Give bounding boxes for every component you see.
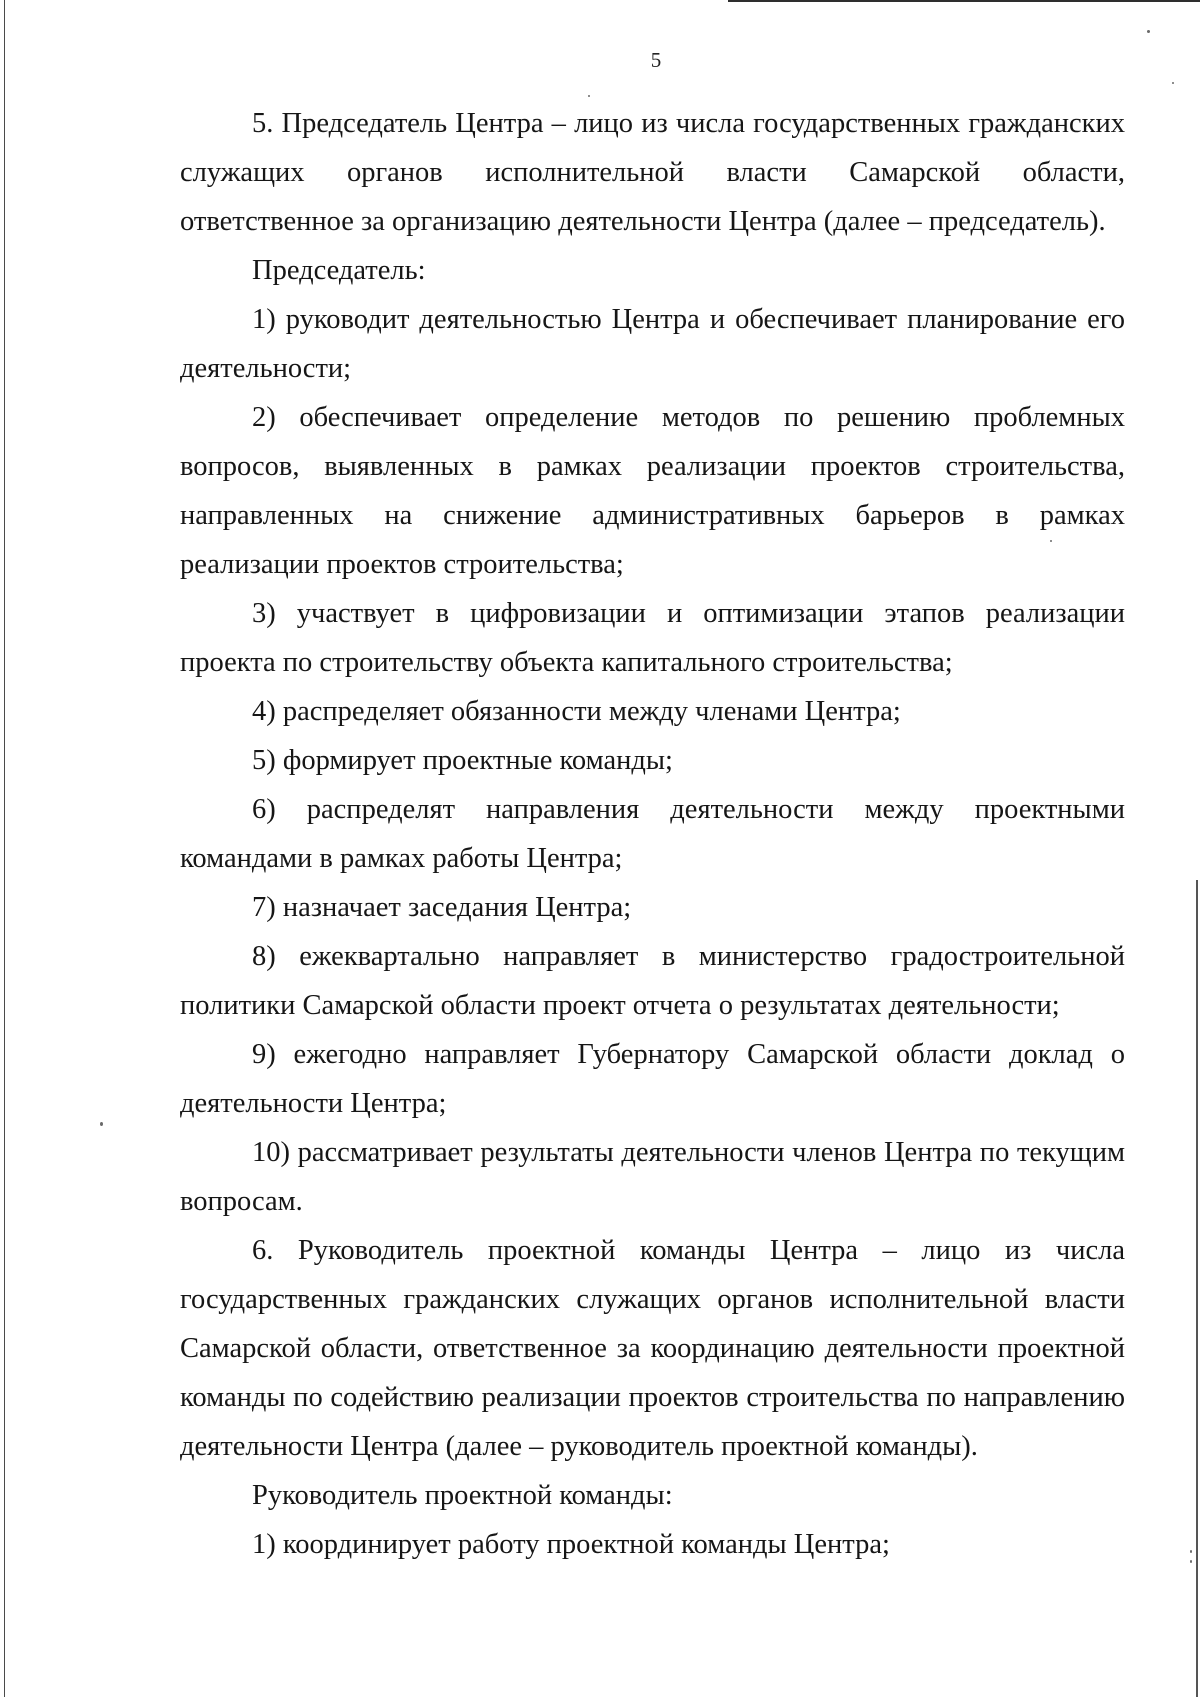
paragraph-team-leader-heading: Руководитель проектной команды: — [252, 1480, 673, 1511]
scan-speck — [588, 95, 590, 97]
document-body — [180, 99, 1125, 1569]
paragraph-5-chairman: 5. Председатель Центра – лицо из числа государственных гражданских служащих органов исполнительной власти Самарской области, ответственное за организацию деятельности Центра (далее – председатель). — [180, 108, 1125, 237]
scan-speck — [1172, 82, 1174, 84]
page-number: 5 — [650, 48, 662, 72]
list-item-1: 1) руководит деятельностью Центра и обеспечивает планирование его деятельности; — [180, 304, 1125, 384]
list-item-5: 5) формирует проектные команды; — [252, 745, 673, 776]
scan-speck — [100, 1122, 103, 1126]
scan-left-edge — [4, 0, 5, 1697]
list-item-6: 6) распределят направления деятельности между проектными командами в рамках работы Центра; — [180, 794, 1125, 874]
paragraph-6-team-leader: 6. Руководитель проектной команды Центра – лицо из числа государственных гражданских служащих органов исполнительной власти Самарской области, ответственное за координацию деятельности проектной команды по содействию реализации проектов строительства по направлению деятельности Центра (далее – руководитель проектной команды). — [180, 1235, 1125, 1462]
scan-speck — [1147, 30, 1150, 33]
scan-speck — [1190, 1560, 1192, 1563]
list-item-4: 4) распределяет обязанности между членами Центра; — [252, 696, 901, 727]
list-item-7: 7) назначает заседания Центра; — [252, 892, 632, 923]
list-item-8: 8) ежеквартально направляет в министерство градостроительной политики Самарской области проект отчета о результатах деятельности; — [180, 941, 1125, 1021]
paragraph-chairman-heading: Председатель: — [252, 255, 426, 286]
scan-right-edge — [1196, 880, 1198, 1697]
list-item-2: 2) обеспечивает определение методов по решению проблемных вопросов, выявленных в рамках реализации проектов строительства, направленных на снижение административных барьеров в рамках реализации проектов строительства; — [180, 402, 1125, 580]
scan-top-edge — [728, 0, 1200, 2]
team-list-item-1: 1) координирует работу проектной команды Центра; — [252, 1529, 890, 1560]
list-item-3: 3) участвует в цифровизации и оптимизации этапов реализации проекта по строительству объекта капитального строительства; — [180, 598, 1125, 678]
list-item-9: 9) ежегодно направляет Губернатору Самарской области доклад о деятельности Центра; — [180, 1039, 1125, 1119]
list-item-10: 10) рассматривает результаты деятельности членов Центра по текущим вопросам. — [180, 1137, 1125, 1217]
scan-speck — [1190, 1550, 1192, 1553]
